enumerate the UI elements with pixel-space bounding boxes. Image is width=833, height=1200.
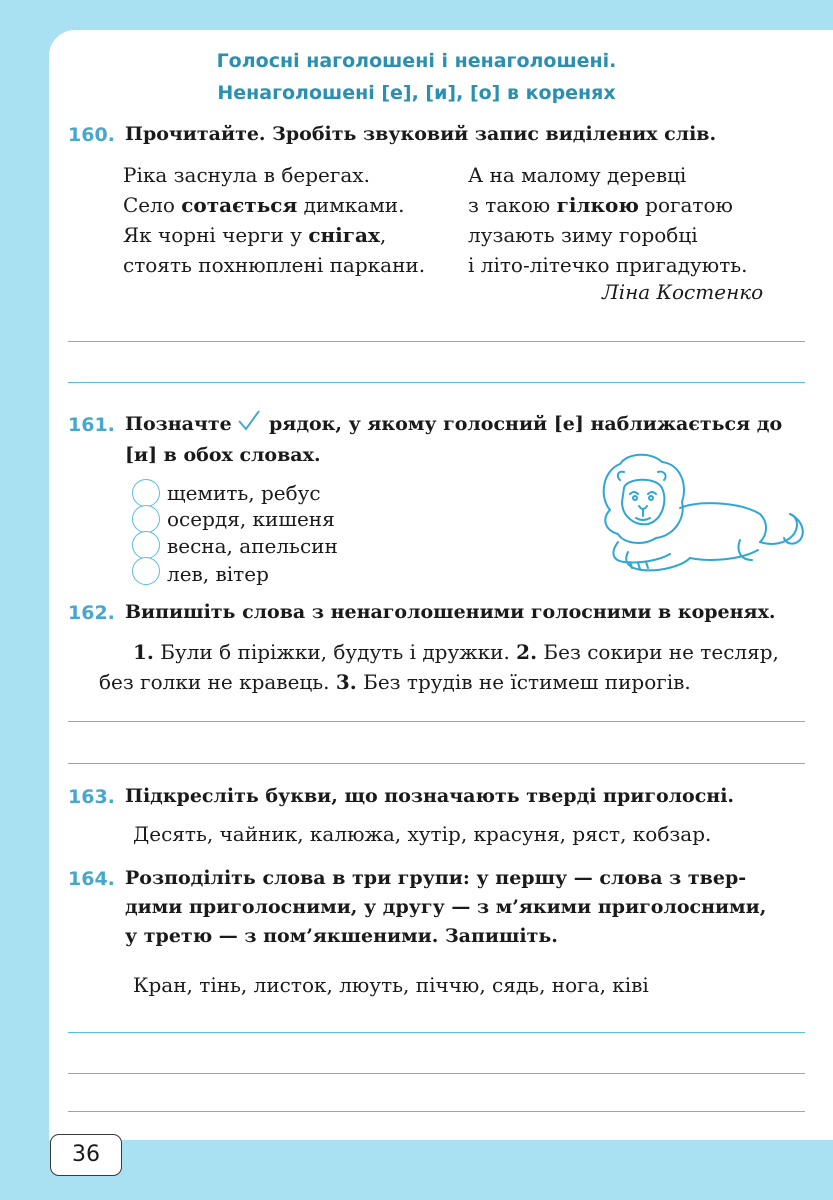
exercise-162-task: Випишіть слова з ненаголошеними голосними в коренях. [125,601,776,623]
exercise-163-number: 163. [68,786,115,808]
exercise-161-number: 161. [68,414,115,436]
highlighted-word: гілкою [556,193,639,217]
answer-line[interactable] [68,721,805,722]
exercise-164-task-line-3: у третю — з пом’якшеними. Запишіть. [125,925,558,947]
poem-line: Як чорні черги у снігах, [123,223,387,247]
proverb-line-2: без голки не кравець. 3. Без трудів не їстимеш пирогів. [99,670,691,694]
exercise-162-number: 162. [68,602,115,624]
answer-line[interactable] [68,341,805,342]
exercise-164-task-line-1: Розподіліть слова в три групи: у першу — слова з твер- [125,867,747,889]
poem-author: Ліна Костенко [602,280,764,304]
answer-line[interactable] [68,763,805,764]
option-label: лев, вітер [167,562,269,586]
exercise-161-task-line-2: [и] в обох словах. [125,444,321,466]
lion-illustration [590,450,810,580]
poem-line: Село сотається димками. [123,193,405,217]
answer-line[interactable] [68,1032,805,1033]
poem-line: з такою гілкою рогатою [468,193,733,217]
option-radio[interactable] [132,479,160,507]
exercise-164-number: 164. [68,868,115,890]
bottom-bar [0,1140,833,1200]
highlighted-word: сотається [181,193,298,217]
answer-line[interactable] [68,382,805,383]
exercise-163-words: Десять, чайник, калюжа, хутір, красуня, ряст, кобзар. [133,822,712,846]
exercise-161-task-part-2: рядок, у якому голосний [е] наближається до [269,413,783,435]
page-title-line-1: Голосні наголошені і ненаголошені. [216,50,617,72]
option-radio[interactable] [132,531,160,559]
poem-right-column [468,160,748,280]
option-radio[interactable] [132,505,160,533]
poem-line: Ріка заснула в берегах. [123,163,370,187]
page-number: 36 [50,1134,122,1176]
poem-line: і літо-літечко пригадують. [468,253,748,277]
option-label: осердя, кишеня [167,507,335,531]
poem-line: стоять похнюплені паркани. [123,253,426,277]
exercise-160-number: 160. [68,124,115,146]
page-title-line-2: Ненаголошені [е], [и], [о] в коренях [217,82,616,104]
checkmark-icon [236,408,262,434]
poem-line: А на малому деревці [468,163,687,187]
poem-left-column [123,160,425,280]
answer-line[interactable] [68,1111,805,1112]
answer-line[interactable] [68,1073,805,1074]
highlighted-word: снігах [308,223,380,247]
exercise-164-words: Кран, тінь, листок, люуть, піччю, сядь, нога, ківі [133,973,649,997]
proverb-line-1: 1. Були б піріжки, будуть і дружки. 2. Без сокири не тесляр, [133,640,779,664]
option-radio[interactable] [132,557,160,585]
exercise-163-task: Підкресліть букви, що позначають тверді приголосні. [125,785,735,807]
exercise-160-task: Прочитайте. Зробіть звуковий запис виділених слів. [125,123,717,145]
option-label: весна, апельсин [167,534,338,558]
exercise-161-task-part-1: Позначте [125,413,232,435]
poem-line: лузають зиму горобці [468,223,698,247]
option-label: щемить, ребус [167,481,321,505]
exercise-164-task-line-2: дими приголосними, у другу — з м’якими приголосними, [125,896,767,918]
